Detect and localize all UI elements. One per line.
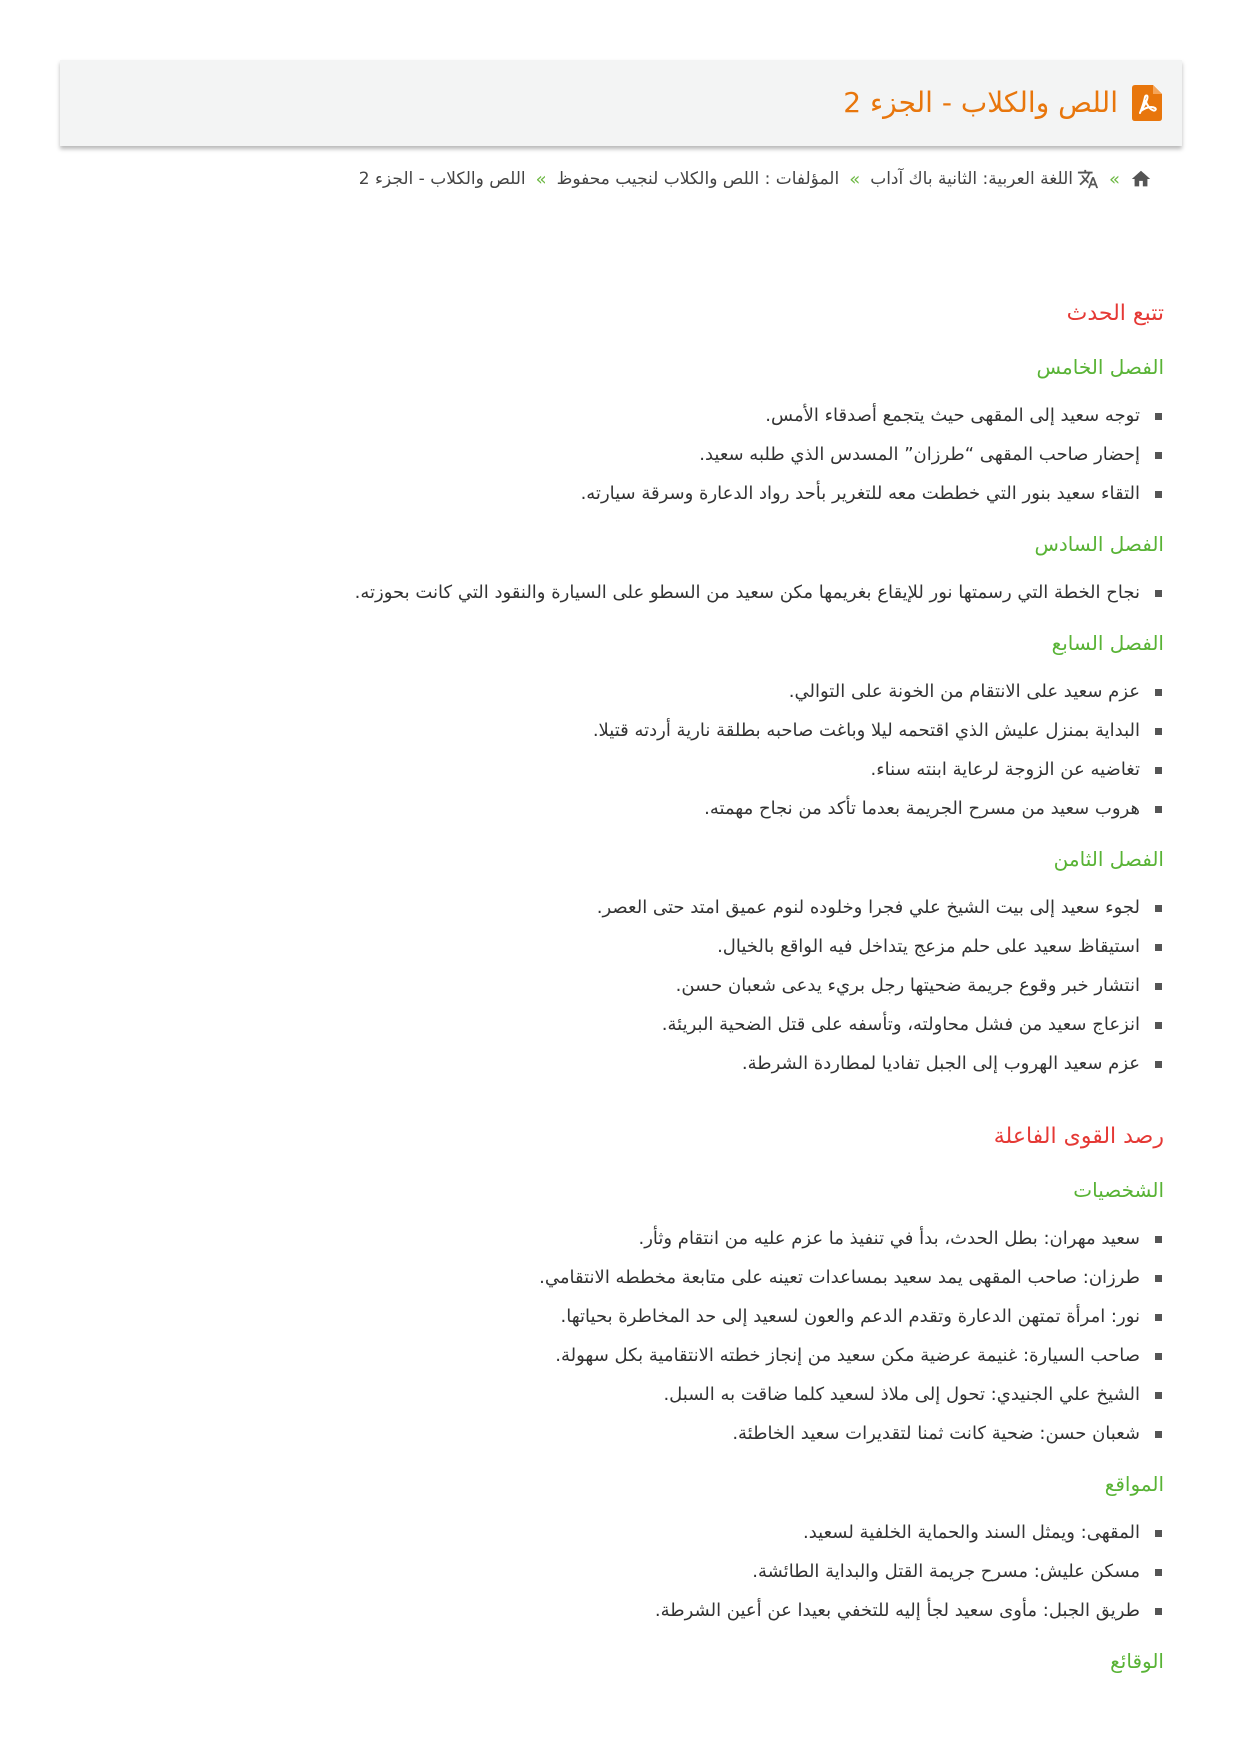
breadcrumb-separator: » bbox=[535, 168, 547, 190]
item-list bbox=[104, 672, 1164, 828]
list-item: إحضار صاحب المقهى “طرزان” المسدس الذي طلبه سعيد. bbox=[104, 435, 1140, 474]
list-item: الشيخ علي الجنيدي: تحول إلى ملاذ لسعيد كلما ضاقت به السبل. bbox=[104, 1375, 1140, 1414]
item-list bbox=[104, 888, 1164, 1083]
list-item: تغاضيه عن الزوجة لرعاية ابنته سناء. bbox=[104, 750, 1140, 789]
breadcrumb bbox=[359, 168, 1152, 190]
article-content bbox=[104, 290, 1164, 1682]
list-item: هروب سعيد من مسرح الجريمة بعدما تأكد من نجاح مهمته. bbox=[104, 789, 1140, 828]
list-item: طريق الجبل: مأوى سعيد لجأ إليه للتخفي بعيدا عن أعين الشرطة. bbox=[104, 1591, 1140, 1630]
list-item: شعبان حسن: ضحية كانت ثمنا لتقديرات سعيد الخاطئة. bbox=[104, 1414, 1140, 1453]
breadcrumb-separator: » bbox=[849, 168, 861, 190]
list-item: استيقاظ سعيد على حلم مزعج يتداخل فيه الواقع بالخيال. bbox=[104, 927, 1140, 966]
list-item: صاحب السيارة: غنيمة عرضية مكن سعيد من إنجاز خطته الانتقامية بكل سهولة. bbox=[104, 1336, 1140, 1375]
item-list bbox=[104, 573, 1164, 612]
list-item: انتشار خبر وقوع جريمة ضحيتها رجل بريء يدعى شعبان حسن. bbox=[104, 966, 1140, 1005]
home-icon[interactable] bbox=[1130, 168, 1152, 190]
item-list bbox=[104, 1219, 1164, 1453]
item-list bbox=[104, 396, 1164, 513]
list-item: توجه سعيد إلى المقهى حيث يتجمع أصدقاء الأمس. bbox=[104, 396, 1140, 435]
translate-icon bbox=[1077, 168, 1099, 190]
list-item: انزعاج سعيد من فشل محاولته، وتأسفه على قتل الضحية البريئة. bbox=[104, 1005, 1140, 1044]
list-item: مسكن عليش: مسرح جريمة القتل والبداية الطائشة. bbox=[104, 1552, 1140, 1591]
group-title: الفصل الخامس bbox=[1036, 355, 1164, 379]
list-item: نور: امرأة تمتهن الدعارة وتقدم الدعم والعون لسعيد إلى حد المخاطرة بحياتها. bbox=[104, 1297, 1140, 1336]
group-title: الشخصيات bbox=[1073, 1178, 1164, 1202]
section-title: تتبع الحدث bbox=[1066, 301, 1164, 326]
breadcrumb-item-works[interactable]: المؤلفات : اللص والكلاب لنجيب محفوظ bbox=[556, 169, 840, 189]
list-item: البداية بمنزل عليش الذي اقتحمه ليلا وباغت صاحبه بطلقة نارية أردته قتيلا. bbox=[104, 711, 1140, 750]
list-item: عزم سعيد الهروب إلى الجبل تفاديا لمطاردة الشرطة. bbox=[104, 1044, 1140, 1083]
list-item: التقاء سعيد بنور التي خططت معه للتغرير بأحد رواد الدعارة وسرقة سيارته. bbox=[104, 474, 1140, 513]
group-title: الفصل السابع bbox=[1051, 631, 1164, 655]
section-title: رصد القوى الفاعلة bbox=[993, 1124, 1164, 1149]
section-spacer bbox=[104, 1093, 1164, 1113]
list-item: نجاح الخطة التي رسمتها نور للإيقاع بغريمها مكن سعيد من السطو على السيارة والنقود التي كانت بحوزته. bbox=[104, 573, 1140, 612]
item-list bbox=[104, 1513, 1164, 1630]
breadcrumb-item-subject[interactable]: اللغة العربية: الثانية باك آداب bbox=[870, 169, 1073, 189]
group-title: الوقائع bbox=[1110, 1649, 1164, 1673]
list-item: سعيد مهران: بطل الحدث، بدأ في تنفيذ ما عزم عليه من انتقام وثأر. bbox=[104, 1219, 1140, 1258]
group-title: الفصل السادس bbox=[1034, 532, 1164, 556]
title-bar bbox=[60, 60, 1182, 146]
breadcrumb-separator: » bbox=[1108, 168, 1120, 190]
group-title: المواقع bbox=[1104, 1472, 1164, 1496]
list-item: لجوء سعيد إلى بيت الشيخ علي فجرا وخلوده لنوم عميق امتد حتى العصر. bbox=[104, 888, 1140, 927]
pdf-icon bbox=[1132, 85, 1162, 121]
list-item: المقهى: ويمثل السند والحماية الخلفية لسعيد. bbox=[104, 1513, 1140, 1552]
page-title: اللص والكلاب - الجزء 2 bbox=[843, 86, 1118, 119]
list-item: عزم سعيد على الانتقام من الخونة على التوالي. bbox=[104, 672, 1140, 711]
breadcrumb-item-current: اللص والكلاب - الجزء 2 bbox=[358, 169, 526, 189]
list-item: طرزان: صاحب المقهى يمد سعيد بمساعدات تعينه على متابعة مخططه الانتقامي. bbox=[104, 1258, 1140, 1297]
group-title: الفصل الثامن bbox=[1053, 847, 1164, 871]
